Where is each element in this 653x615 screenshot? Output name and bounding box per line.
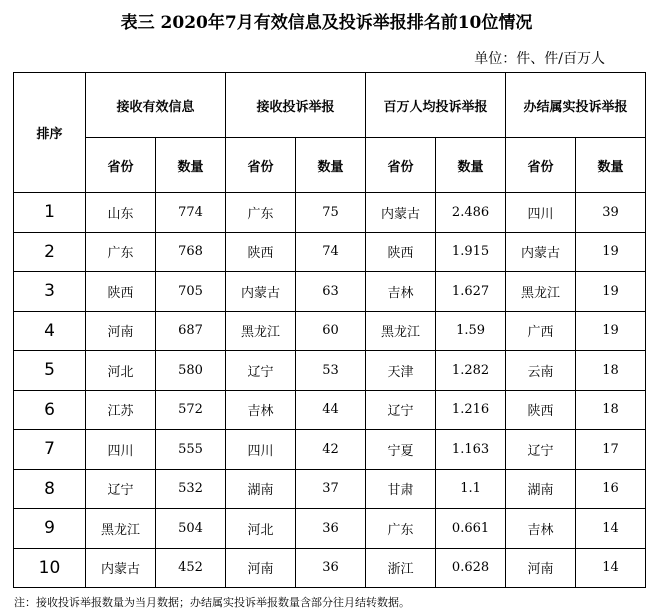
- province-cell: 辽宁: [506, 430, 576, 470]
- sub-header: 数量: [576, 138, 646, 193]
- rank-header: 排序: [14, 73, 86, 193]
- province-cell: 四川: [226, 430, 296, 470]
- header-row-groups: [14, 73, 646, 138]
- province-cell: 河南: [506, 548, 576, 588]
- sub-header: 省份: [226, 138, 296, 193]
- sub-header: 数量: [296, 138, 366, 193]
- rank-cell: 6: [14, 390, 86, 430]
- footnote: 注：接收投诉举报数量为当月数据；办结属实投诉举报数量含部分往月结转数据。: [14, 596, 410, 609]
- sub-header: 省份: [506, 138, 576, 193]
- group-header-per-million: 百万人均投诉举报: [366, 73, 506, 138]
- count-cell: 1.915: [436, 232, 506, 272]
- count-cell: 1.627: [436, 272, 506, 312]
- table-row: [14, 232, 646, 272]
- sub-header: 省份: [86, 138, 156, 193]
- province-cell: 浙江: [366, 548, 436, 588]
- count-cell: 1.282: [436, 351, 506, 391]
- province-cell: 广东: [366, 509, 436, 549]
- table-row: [14, 509, 646, 549]
- unit-label: 单位：件、件/百万人: [474, 51, 605, 67]
- province-cell: 河北: [86, 351, 156, 391]
- province-cell: 辽宁: [226, 351, 296, 391]
- province-cell: 吉林: [366, 272, 436, 312]
- count-cell: 532: [156, 469, 226, 509]
- count-cell: 1.1: [436, 469, 506, 509]
- province-cell: 甘肃: [366, 469, 436, 509]
- count-cell: 14: [576, 548, 646, 588]
- count-cell: 768: [156, 232, 226, 272]
- table-row: [14, 311, 646, 351]
- count-cell: 555: [156, 430, 226, 470]
- province-cell: 黑龙江: [506, 272, 576, 312]
- rank-cell: 10: [14, 548, 86, 588]
- count-cell: 42: [296, 430, 366, 470]
- ranking-table: [13, 72, 646, 588]
- province-cell: 辽宁: [86, 469, 156, 509]
- group-header-resolved: 办结属实投诉举报: [506, 73, 646, 138]
- province-cell: 陕西: [506, 390, 576, 430]
- group-header-valid-info: 接收有效信息: [86, 73, 226, 138]
- province-cell: 内蒙古: [506, 232, 576, 272]
- province-cell: 陕西: [86, 272, 156, 312]
- count-cell: 16: [576, 469, 646, 509]
- count-cell: 19: [576, 272, 646, 312]
- province-cell: 广东: [86, 232, 156, 272]
- province-cell: 黑龙江: [226, 311, 296, 351]
- province-cell: 天津: [366, 351, 436, 391]
- province-cell: 湖南: [226, 469, 296, 509]
- province-cell: 云南: [506, 351, 576, 391]
- rank-cell: 1: [14, 193, 86, 233]
- province-cell: 四川: [506, 193, 576, 233]
- province-cell: 广西: [506, 311, 576, 351]
- table-row: [14, 193, 646, 233]
- count-cell: 17: [576, 430, 646, 470]
- count-cell: 14: [576, 509, 646, 549]
- count-cell: 19: [576, 232, 646, 272]
- count-cell: 452: [156, 548, 226, 588]
- count-cell: 580: [156, 351, 226, 391]
- province-cell: 黑龙江: [366, 311, 436, 351]
- header-row-sub: [14, 138, 646, 193]
- count-cell: 19: [576, 311, 646, 351]
- province-cell: 山东: [86, 193, 156, 233]
- count-cell: 53: [296, 351, 366, 391]
- count-cell: 36: [296, 548, 366, 588]
- province-cell: 内蒙古: [226, 272, 296, 312]
- province-cell: 河南: [226, 548, 296, 588]
- count-cell: 2.486: [436, 193, 506, 233]
- group-header-complaints: 接收投诉举报: [226, 73, 366, 138]
- count-cell: 74: [296, 232, 366, 272]
- count-cell: 1.163: [436, 430, 506, 470]
- count-cell: 0.661: [436, 509, 506, 549]
- count-cell: 60: [296, 311, 366, 351]
- province-cell: 湖南: [506, 469, 576, 509]
- province-cell: 四川: [86, 430, 156, 470]
- table-row: [14, 469, 646, 509]
- count-cell: 705: [156, 272, 226, 312]
- count-cell: 63: [296, 272, 366, 312]
- page-title: 表三 2020年7月有效信息及投诉举报排名前10位情况: [120, 13, 533, 33]
- count-cell: 18: [576, 351, 646, 391]
- table-row: [14, 430, 646, 470]
- province-cell: 陕西: [226, 232, 296, 272]
- count-cell: 572: [156, 390, 226, 430]
- rank-cell: 2: [14, 232, 86, 272]
- count-cell: 39: [576, 193, 646, 233]
- sub-header: 数量: [436, 138, 506, 193]
- count-cell: 18: [576, 390, 646, 430]
- province-cell: 陕西: [366, 232, 436, 272]
- rank-cell: 4: [14, 311, 86, 351]
- table-row: [14, 272, 646, 312]
- province-cell: 河南: [86, 311, 156, 351]
- count-cell: 1.59: [436, 311, 506, 351]
- rank-cell: 9: [14, 509, 86, 549]
- province-cell: 广东: [226, 193, 296, 233]
- rank-cell: 5: [14, 351, 86, 391]
- count-cell: 504: [156, 509, 226, 549]
- province-cell: 吉林: [506, 509, 576, 549]
- province-cell: 内蒙古: [86, 548, 156, 588]
- province-cell: 黑龙江: [86, 509, 156, 549]
- table-row: [14, 351, 646, 391]
- province-cell: 吉林: [226, 390, 296, 430]
- sub-header: 省份: [366, 138, 436, 193]
- table-row: [14, 548, 646, 588]
- province-cell: 江苏: [86, 390, 156, 430]
- count-cell: 687: [156, 311, 226, 351]
- rank-cell: 7: [14, 430, 86, 470]
- rank-cell: 8: [14, 469, 86, 509]
- province-cell: 河北: [226, 509, 296, 549]
- sub-header: 数量: [156, 138, 226, 193]
- province-cell: 宁夏: [366, 430, 436, 470]
- count-cell: 1.216: [436, 390, 506, 430]
- count-cell: 37: [296, 469, 366, 509]
- count-cell: 44: [296, 390, 366, 430]
- province-cell: 内蒙古: [366, 193, 436, 233]
- count-cell: 36: [296, 509, 366, 549]
- count-cell: 0.628: [436, 548, 506, 588]
- count-cell: 75: [296, 193, 366, 233]
- table-row: [14, 390, 646, 430]
- rank-cell: 3: [14, 272, 86, 312]
- province-cell: 辽宁: [366, 390, 436, 430]
- count-cell: 774: [156, 193, 226, 233]
